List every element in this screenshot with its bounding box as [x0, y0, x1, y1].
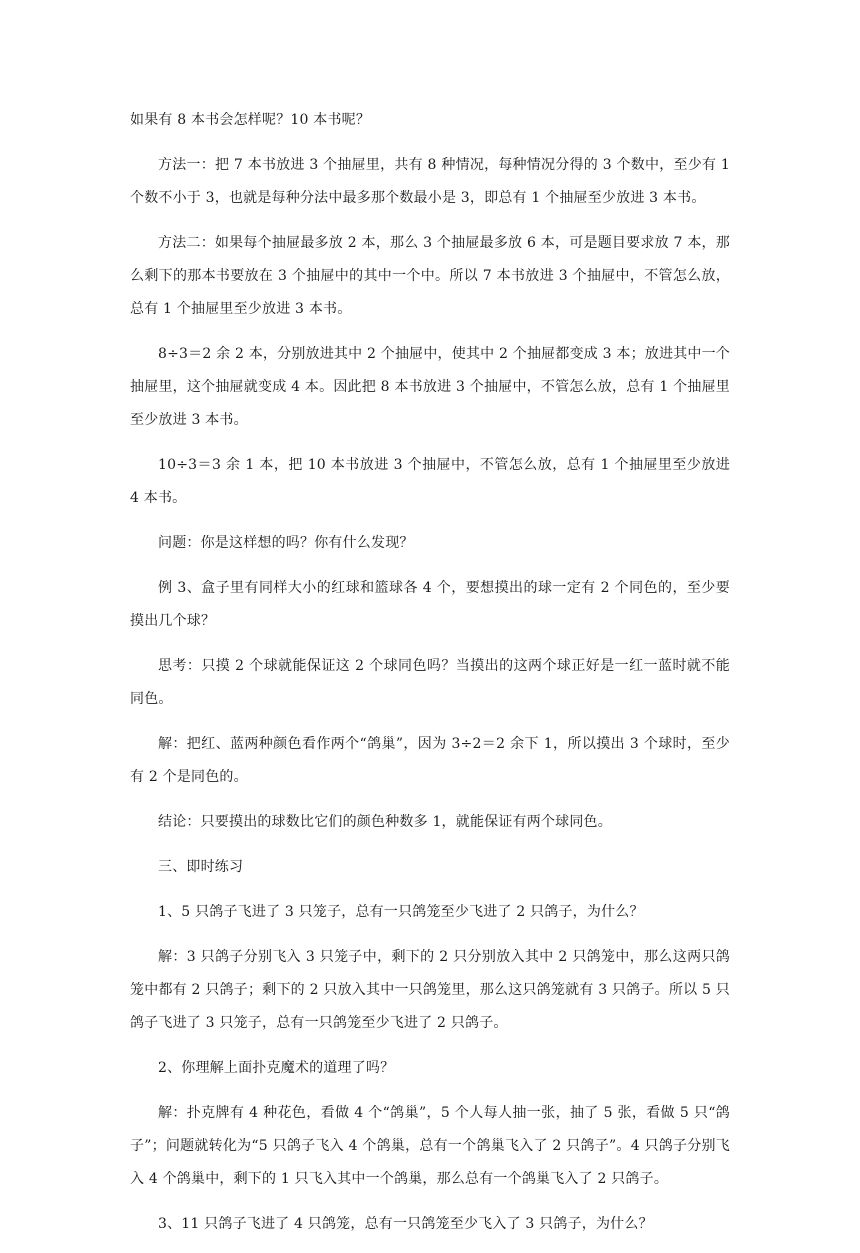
- paragraph-conclusion: 结论：只要摸出的球数比它们的颜色种数多 1，就能保证有两个球同色。: [158, 814, 612, 830]
- paragraph-eight-books: 8÷3＝2 余 2 本，分别放进其中 2 个抽屉中，使其中 2 个抽屉都变成 3 本；放进其中一个抽屉里，这个抽屉就变成 4 本。因此把 8 本书放进 3 个抽屉中，不管怎么放，总有 1 个抽屉里至少放进 3 本书。: [130, 346, 730, 428]
- exercise-2: 2、你理解上面扑克魔术的道理了吗？: [158, 1060, 395, 1076]
- paragraph-thinking: 思考：只摸 2 个球就能保证这 2 个球同色吗？当摸出的这两个球正好是一红一蓝时就不能同色。: [130, 658, 730, 707]
- paragraph-question-discovery: 问题：你是这样想的吗？你有什么发现？: [158, 535, 414, 551]
- exercise-3: 3、11 只鸽子飞进了 4 只鸽笼，总有一只鸽笼至少飞入了 3 只鸽子，为什么？: [158, 1216, 653, 1232]
- paragraph-example-3: 例 3、盒子里有同样大小的红球和篮球各 4 个，要想摸出的球一定有 2 个同色的，至少要摸出几个球？: [130, 580, 730, 629]
- exercise-1-solution: 解：3 只鸽子分别飞入 3 只笼子中，剩下的 2 只分别放入其中 2 只鸽笼中，那么这两只鸽笼中都有 2 只鸽子；剩下的 2 只放入其中一只鸽笼里，那么这只鸽笼就有 3 只鸽子。所以 5 只鸽子飞进了 3 只笼子，总有一只鸽笼至少飞进了 2 只鸽子。: [130, 949, 730, 1031]
- document-body: [130, 104, 730, 1253]
- exercise-2-solution: 解：扑克牌有 4 种花色，看做 4 个“鸽巢”，5 个人每人抽一张，抽了 5 张，看做 5 只“鸽子”；问题就转化为“5 只鸽子飞入 4 个鸽巢，总有一个鸽巢飞入了 2 只鸽子”。4 只鸽子分别飞入 4 个鸽巢中，剩下的 1 只飞入其中一个鸽巢，那么总有一个鸽巢飞入了 2 只鸽子。: [130, 1105, 730, 1187]
- section-heading-practice: 三、即时练习: [158, 859, 244, 875]
- paragraph-solution-example-3: 解：把红、蓝两种颜色看作两个“鸽巢”，因为 3÷2＝2 余下 1，所以摸出 3 个球时，至少有 2 个是同色的。: [130, 736, 730, 785]
- paragraph-method-one: 方法一：把 7 本书放进 3 个抽屉里，共有 8 种情况，每种情况分得的 3 个数中，至少有 1 个数不小于 3，也就是每种分法中最多那个数最小是 3，即总有 1 个抽屉至少放进 3 本书。: [130, 157, 730, 206]
- paragraph-method-two: 方法二：如果每个抽屉最多放 2 本，那么 3 个抽屉最多放 6 本，可是题目要求放 7 本，那么剩下的那本书要放在 3 个抽屉中的其中一个中。所以 7 本书放进 3 个抽屉中，不管怎么放，总有 1 个抽屉里至少放进 3 本书。: [130, 235, 730, 317]
- paragraph-question-8-10-books: 如果有 8 本书会怎样呢？10 本书呢？: [130, 112, 371, 128]
- paragraph-ten-books: 10÷3＝3 余 1 本，把 10 本书放进 3 个抽屉中，不管怎么放，总有 1 个抽屉里至少放进 4 本书。: [130, 457, 730, 506]
- exercise-1: 1、5 只鸽子飞进了 3 只笼子，总有一只鸽笼至少飞进了 2 只鸽子，为什么？: [158, 904, 644, 920]
